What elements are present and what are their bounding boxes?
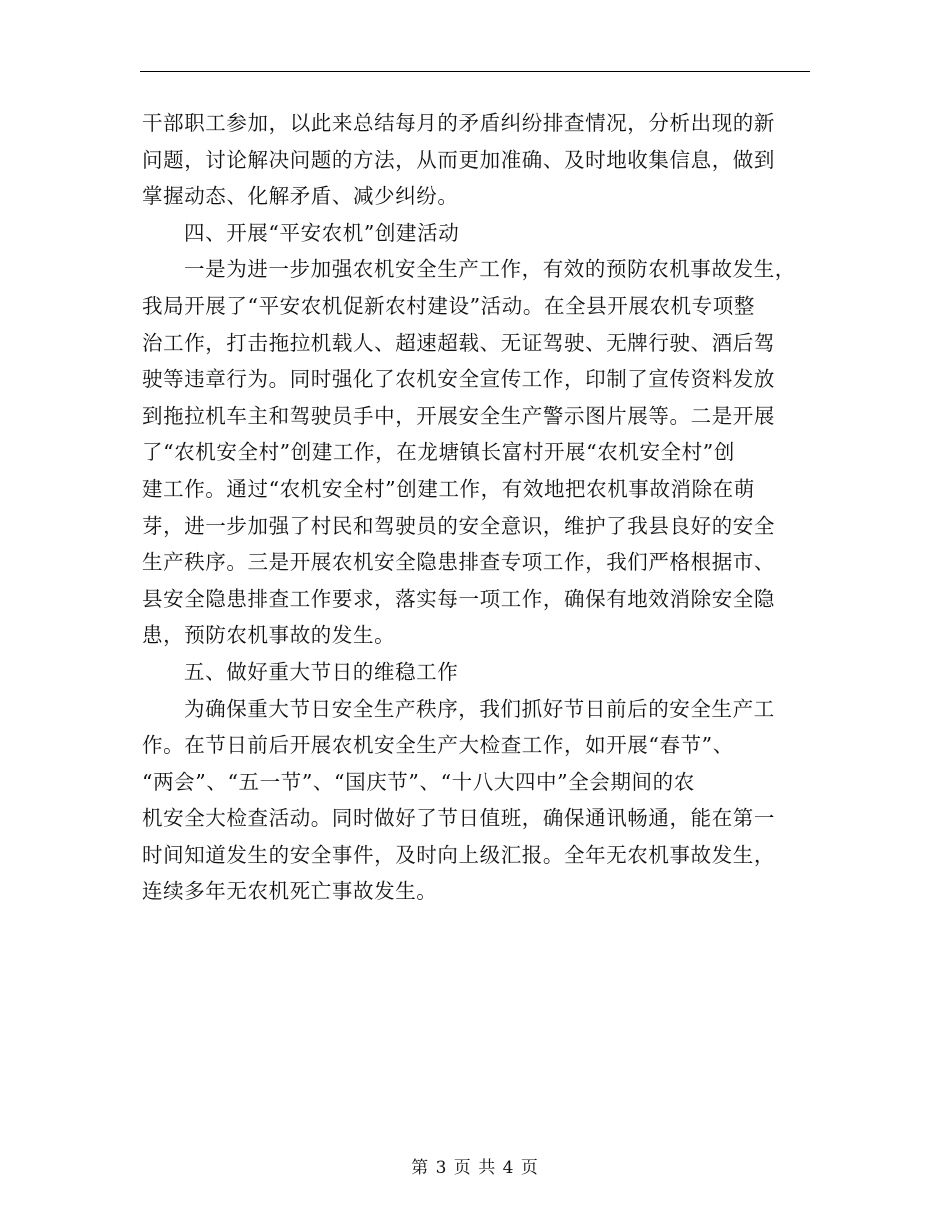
- text-line: 连续多年无农机死亡事故发生。: [142, 879, 438, 904]
- text-line: 治工作，打击拖拉机载人、超速超载、无证驾驶、无牌行驶、酒后驾: [142, 330, 775, 355]
- text-line: 干部职工参加，以此来总结每月的矛盾纠纷排查情况，分析出现的新: [142, 111, 775, 135]
- text-line: 一是为进一步加强农机安全生产工作，有效的预防农机事故发生，: [184, 257, 796, 282]
- text-line: 建工作。通过“农机安全村”创建工作，有效地把农机事故消除在萌: [142, 476, 755, 501]
- section-heading: 四、开展“平安农机”创建活动: [184, 220, 460, 245]
- text-line: 时间知道发生的安全事件，及时向上级汇报。全年无农机事故发生，: [142, 842, 775, 867]
- text-line: 到拖拉机车主和驾驶员手中，开展安全生产警示图片展等。二是开展: [142, 403, 775, 428]
- text-line: 掌握动态、化解矛盾、减少纠纷。: [142, 184, 459, 209]
- document-body: [142, 105, 810, 910]
- text-line: “两会”、“五一节”、“国庆节”、“十八大四中”全会期间的农: [142, 769, 695, 794]
- text-line: 作。在节日前后开展农机安全生产大检查工作，如开展“春节”、: [142, 733, 734, 758]
- text-line: 患，预防农机事故的发生。: [142, 623, 396, 648]
- text-line: 驶等违章行为。同时强化了农机安全宣传工作，印制了宣传资料发放: [142, 367, 775, 392]
- section-heading: 五、做好重大节日的维稳工作: [184, 659, 459, 684]
- text-line: 为确保重大节日安全生产秩序，我们抓好节日前后的安全生产工: [184, 696, 775, 721]
- text-line: 机安全大检查活动。同时做好了节日值班，确保通讯畅通，能在第一: [142, 806, 775, 831]
- text-line: 芽，进一步加强了村民和驾驶员的安全意识，维护了我县良好的安全: [142, 513, 775, 538]
- text-line: 我局开展了“平安农机促新农村建设”活动。在全县开展农机专项整: [142, 293, 755, 318]
- page-number: 第 3 页 共 4 页: [411, 1158, 539, 1178]
- header-rule: [140, 71, 810, 72]
- text-line: 生产秩序。三是开展农机安全隐患排查专项工作，我们严格根据市、: [142, 550, 775, 575]
- text-line: 县安全隐患排查工作要求，落实每一项工作，确保有地效消除安全隐: [142, 586, 775, 611]
- text-line: 问题，讨论解决问题的方法，从而更加准确、及时地收集信息，做到: [142, 147, 775, 172]
- text-line: 了“农机安全村”创建工作，在龙塘镇长富村开展“农机安全村”创: [142, 440, 735, 465]
